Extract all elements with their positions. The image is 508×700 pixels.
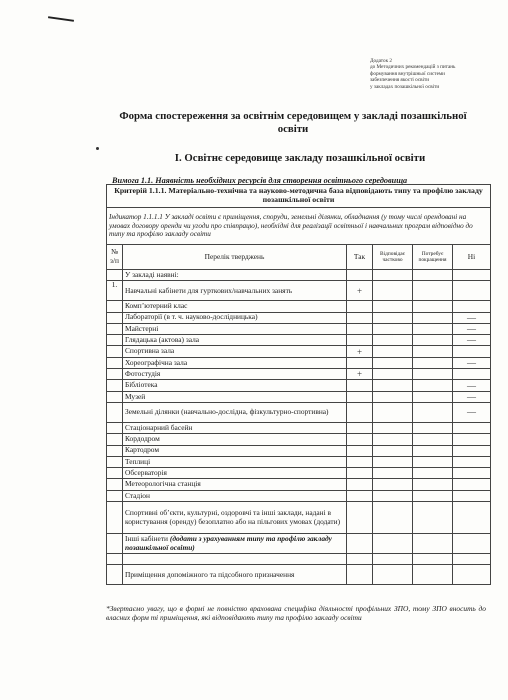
row-improve-cell	[413, 468, 453, 479]
row-yes-mark	[347, 534, 373, 554]
table-row	[107, 346, 491, 357]
row-statement: Спортивна зала	[123, 346, 347, 357]
row-improve-cell	[413, 346, 453, 357]
row-no-mark: —	[453, 312, 491, 323]
row-no-mark	[453, 554, 491, 565]
row-partial-cell	[373, 434, 413, 445]
row-statement: Навчальні кабінети для гурткових/навчальних занять	[123, 281, 347, 301]
row-no-mark	[453, 369, 491, 380]
table-row	[107, 281, 491, 301]
row-improve-cell	[413, 402, 453, 422]
row-yes-mark	[347, 422, 373, 433]
row-improve-cell	[413, 456, 453, 467]
row-statement: Музей	[123, 391, 347, 402]
row-no-mark: —	[453, 357, 491, 368]
row-improve-cell	[413, 380, 453, 391]
row-statement: Кордодром	[123, 434, 347, 445]
row-number	[107, 270, 123, 281]
row-improve-cell	[413, 554, 453, 565]
row-statement: Обсерваторія	[123, 468, 347, 479]
row-no-mark	[453, 456, 491, 467]
row-partial-cell	[373, 445, 413, 456]
row-statement: Земельні ділянки (навчально-дослідна, фізкультурно-спортивна)	[123, 402, 347, 422]
row-statement: Лабораторії (в т. ч. науково-дослідницька)	[123, 312, 347, 323]
row-improve-cell	[413, 490, 453, 501]
row-improve-cell	[413, 312, 453, 323]
row-statement	[123, 554, 347, 565]
requirement-line: Вимога 1.1. Наявність необхідних ресурсів для створення освітнього середовища	[112, 176, 408, 185]
table-row	[107, 479, 491, 490]
row-no-mark: —	[453, 323, 491, 334]
row-partial-cell	[373, 357, 413, 368]
observation-table-wrap	[106, 184, 490, 585]
row-yes-mark	[347, 445, 373, 456]
table-row	[107, 554, 491, 565]
table-row	[107, 534, 491, 554]
row-statement: Стаціонарний басейн	[123, 422, 347, 433]
row-improve-cell	[413, 534, 453, 554]
row-partial-cell	[373, 502, 413, 534]
row-statement	[123, 534, 347, 554]
footnote: *Звертаємо увагу, що в формі не повністю врахована специфіка діяльності профільних ЗПО, тому ЗПО вносить до власних форм ті приміщення, які відповідають типу та профілю закладу освіти	[106, 604, 486, 623]
annex-line: забезпечення якості освіти	[370, 77, 430, 84]
row-statement: Картодром	[123, 445, 347, 456]
row-partial-cell	[373, 312, 413, 323]
table-row	[107, 422, 491, 433]
row-no-mark	[453, 490, 491, 501]
table-row	[107, 445, 491, 456]
row-no-mark	[453, 281, 491, 301]
row-yes-mark	[347, 312, 373, 323]
row-statement: Майстерні	[123, 323, 347, 334]
row-no-mark	[453, 422, 491, 433]
row-improve-cell	[413, 391, 453, 402]
row-no-mark	[453, 502, 491, 534]
row-yes-mark	[347, 554, 373, 565]
row-yes-mark	[347, 402, 373, 422]
row-improve-cell	[413, 357, 453, 368]
row-yes-mark	[347, 357, 373, 368]
row-yes-mark	[347, 380, 373, 391]
criterion-cell: Критерій 1.1.1. Матеріально-технічна та науково-методична база відповідають типу та профілю закладу позашкільної освіти	[107, 185, 491, 208]
row-number	[107, 346, 123, 357]
row-improve-cell	[413, 369, 453, 380]
annex-line: Додаток 2	[370, 58, 392, 64]
table-row	[107, 565, 491, 585]
row-yes-mark	[347, 323, 373, 334]
row-no-mark	[453, 270, 491, 281]
row-number	[107, 402, 123, 422]
table-row	[107, 402, 491, 422]
row-improve-cell	[413, 479, 453, 490]
row-yes-mark	[347, 565, 373, 585]
row-partial-cell	[373, 301, 413, 312]
row-statement: Глядацька (актова) зала	[123, 335, 347, 346]
observation-table	[106, 184, 491, 585]
row-no-mark	[453, 301, 491, 312]
table-row	[107, 456, 491, 467]
row-improve-cell	[413, 434, 453, 445]
row-number	[107, 357, 123, 368]
annex-line: у закладах позашкільної освіти	[370, 83, 440, 90]
row-number	[107, 369, 123, 380]
row-partial-cell	[373, 422, 413, 433]
table-row	[107, 335, 491, 346]
row-partial-cell	[373, 380, 413, 391]
row-yes-mark	[347, 502, 373, 534]
row-improve-cell	[413, 323, 453, 334]
indicator-cell: Індикатор 1.1.1.1 У закладі освіти є приміщення, споруди, земельні ділянки, обладнання (у тому числі орендовані на умовах договору оренди чи угоди про співпрацю), необхідні для реалізації освітньої і навчальних програм відповідно до типу та профілю закладу освіти	[107, 208, 491, 245]
indicator-row	[107, 208, 491, 245]
row-no-mark	[453, 479, 491, 490]
pen-stroke	[48, 16, 74, 22]
row-number	[107, 422, 123, 433]
row-partial-cell	[373, 456, 413, 467]
header-yes: Так	[347, 245, 373, 270]
row-partial-cell	[373, 534, 413, 554]
header-no: Ні	[453, 245, 491, 270]
table-row	[107, 380, 491, 391]
table-row	[107, 468, 491, 479]
table-row	[107, 323, 491, 334]
table-row	[107, 369, 491, 380]
row-number	[107, 434, 123, 445]
row-yes-mark: +	[347, 281, 373, 301]
table-row	[107, 490, 491, 501]
row-number	[107, 479, 123, 490]
row-number	[107, 534, 123, 554]
row-number	[107, 380, 123, 391]
annex-line: формування внутрішньої системи	[370, 70, 445, 77]
row-statement: Приміщення допоміжного та підсобного призначення	[123, 565, 347, 585]
row-no-mark	[453, 346, 491, 357]
table-row	[107, 357, 491, 368]
row-number	[107, 335, 123, 346]
row-partial-cell	[373, 490, 413, 501]
row-number	[107, 468, 123, 479]
row-yes-mark	[347, 434, 373, 445]
row-number	[107, 312, 123, 323]
row-statement: Хореографічна зала	[123, 357, 347, 368]
row-number	[107, 445, 123, 456]
row-partial-cell	[373, 468, 413, 479]
row-number	[107, 490, 123, 501]
header-num: № з/п	[107, 245, 123, 270]
row-number	[107, 456, 123, 467]
row-no-mark	[453, 565, 491, 585]
table-row	[107, 270, 491, 281]
row-improve-cell	[413, 270, 453, 281]
table-row	[107, 312, 491, 323]
row-number	[107, 301, 123, 312]
row-yes-mark	[347, 490, 373, 501]
row-statement: Фотостудія	[123, 369, 347, 380]
table-row	[107, 502, 491, 534]
row-number	[107, 502, 123, 534]
header-statement: Перелік тверджень	[123, 245, 347, 270]
row-statement: Комп’ютерний клас	[123, 301, 347, 312]
row-partial-cell	[373, 281, 413, 301]
row-partial-cell	[373, 369, 413, 380]
row-partial-cell	[373, 346, 413, 357]
row-no-mark	[453, 434, 491, 445]
table-row	[107, 434, 491, 445]
row-yes-mark	[347, 479, 373, 490]
row-statement: Теплиці	[123, 456, 347, 467]
row-yes-mark: +	[347, 346, 373, 357]
table-row	[107, 391, 491, 402]
ink-dot	[96, 147, 99, 150]
row-number	[107, 323, 123, 334]
row-improve-cell	[413, 301, 453, 312]
row-partial-cell	[373, 335, 413, 346]
row-no-mark: —	[453, 335, 491, 346]
row-improve-cell	[413, 445, 453, 456]
row-partial-cell	[373, 554, 413, 565]
row-number	[107, 565, 123, 585]
row-statement: Бібліотека	[123, 380, 347, 391]
form-title: Форма спостереження за освітнім середовищем у закладі позашкільної освіти	[119, 110, 467, 135]
header-improve: Потребує покращення	[413, 245, 453, 270]
row-yes-mark: +	[347, 369, 373, 380]
row-statement: Стадіон	[123, 490, 347, 501]
row-partial-cell	[373, 402, 413, 422]
row-improve-cell	[413, 502, 453, 534]
row-yes-mark	[347, 335, 373, 346]
row-statement: Спортивні об’єкти, культурні, оздоровчі та інші заклади, надані в користування (оренду) безоплатно або на пільгових умовах (додати)	[123, 502, 347, 534]
row-yes-mark	[347, 456, 373, 467]
row-yes-mark	[347, 301, 373, 312]
header-row	[107, 245, 491, 270]
row-no-mark: —	[453, 391, 491, 402]
row-number	[107, 391, 123, 402]
row-number	[107, 554, 123, 565]
annex-line: до Методичних рекомендацій з питань	[370, 64, 456, 71]
row-partial-cell	[373, 479, 413, 490]
header-partial: Відповідає частково	[373, 245, 413, 270]
row-partial-cell	[373, 565, 413, 585]
row-statement: У закладі наявні:	[123, 270, 347, 281]
row-improve-cell	[413, 565, 453, 585]
row-no-mark	[453, 468, 491, 479]
row-improve-cell	[413, 422, 453, 433]
row-partial-cell	[373, 323, 413, 334]
row-statement-note: (додати з урахуванням типу та профілю закладу позашкільної освіти)	[125, 533, 332, 552]
row-no-mark: —	[453, 402, 491, 422]
table-row	[107, 301, 491, 312]
row-no-mark	[453, 534, 491, 554]
row-yes-mark	[347, 468, 373, 479]
annex-note	[370, 58, 495, 90]
row-yes-mark	[347, 270, 373, 281]
row-number: 1.	[107, 281, 123, 301]
row-yes-mark	[347, 391, 373, 402]
row-no-mark: —	[453, 380, 491, 391]
row-statement: Метеорологічна станція	[123, 479, 347, 490]
section-heading: І. Освітнє середовище закладу позашкільної освіти	[174, 152, 426, 164]
criterion-row	[107, 185, 491, 208]
row-partial-cell	[373, 270, 413, 281]
row-improve-cell	[413, 335, 453, 346]
row-improve-cell	[413, 281, 453, 301]
row-statement-prefix: Інші кабінети	[125, 533, 170, 543]
row-partial-cell	[373, 391, 413, 402]
row-no-mark	[453, 445, 491, 456]
